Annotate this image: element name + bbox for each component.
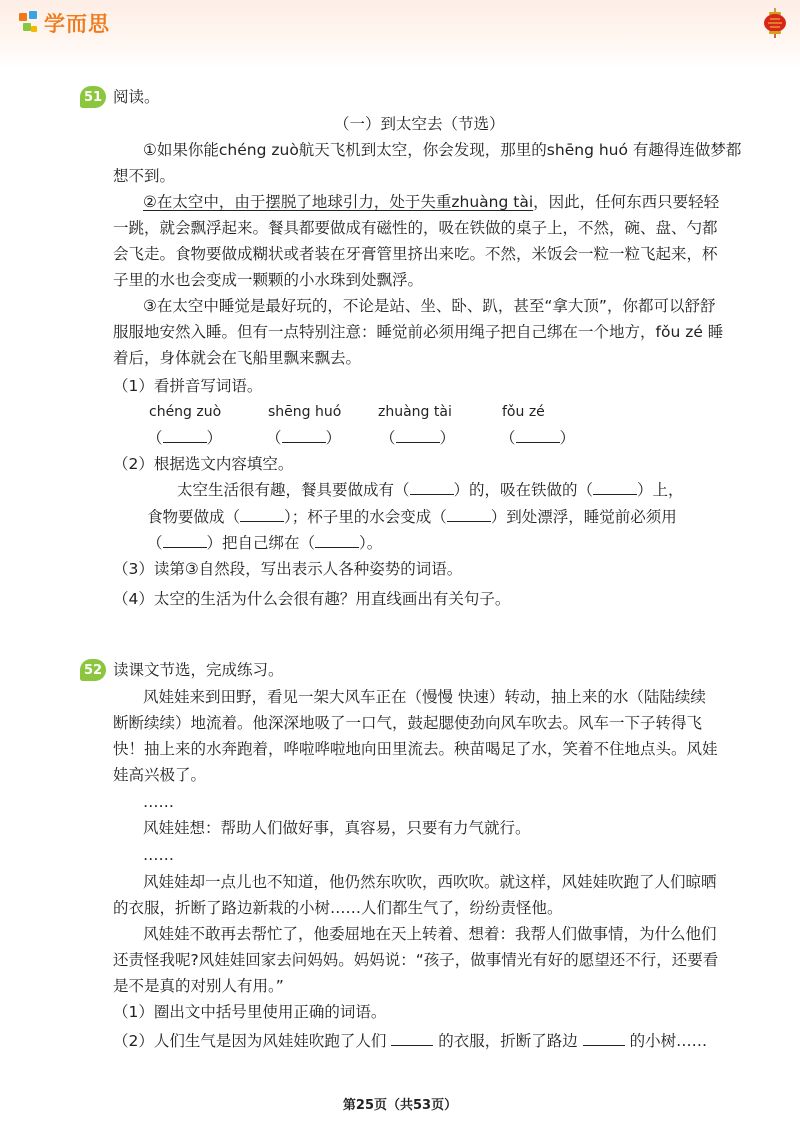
fill-line-1: 太空生活很有趣，餐具要做成有（ ）的，吸在铁做的（ ）上，: [177, 481, 684, 499]
q51-p3-line3: 着后，身体就会在飞船里飘来飘去。: [113, 349, 362, 367]
pinyin-1: chéng zuò: [149, 404, 222, 420]
question-number-51: 51: [80, 86, 106, 108]
q51-p2-line1: [143, 192, 719, 212]
q52-p2: 风娃娃想：帮助人们做好事，真容易，只要有力气就行。: [143, 819, 531, 837]
fill-blank[interactable]: [315, 547, 359, 548]
fill-blank[interactable]: [163, 547, 207, 548]
brand-logo: [18, 8, 110, 38]
fill-blank[interactable]: [583, 1045, 625, 1046]
fill-blank[interactable]: [240, 521, 284, 522]
q51-sub1: （1）看拼音写词语。: [113, 377, 263, 395]
fill-blank[interactable]: [410, 494, 454, 495]
q51-p1-line2: 想不到。: [113, 167, 176, 185]
q52-p4-line3: 是不是真的对别人有用。”: [113, 977, 284, 995]
pinyin-3: zhuàng tài: [378, 404, 452, 420]
q51-p1-line1: ①如果你能chéng zuò航天飞机到太空，你会发现，那里的shēng huó 有趣得连做梦都: [143, 141, 742, 159]
logo-icon: [18, 10, 40, 36]
q52-p1-line3: 快！抽上来的水奔跑着，哗啦哗啦地向田里流去。秧苗喝足了水，笑着不住地点头。风娃: [113, 740, 718, 758]
ellipsis-2: ……: [143, 846, 174, 864]
fill-blank[interactable]: [593, 494, 637, 495]
q52-p3-line1: 风娃娃却一点儿也不知道，他仍然东吹吹，西吹吹。就这样，风娃娃吹跑了人们晾晒: [143, 873, 717, 891]
pinyin-4: fǒu zé: [502, 404, 545, 420]
q52-intro: 读课文节选，完成练习。: [113, 661, 284, 679]
q51-p2-line1-rest: ，因此，任何东西只要轻轻: [533, 193, 720, 211]
q52-p3-line2: 的衣服，折断了路边新栽的小树……人们都生气了，纷纷责怪他。: [113, 899, 563, 917]
q51-p2-line4: 子里的水也会变成一颗颗的小水珠到处飘浮。: [113, 271, 424, 289]
q51-p3-line2: 服服地安然入睡。但有一点特别注意：睡觉前必须用绳子把自己绑在一个地方，fǒu zé 睡: [113, 323, 724, 341]
fill-line-3: （ ）把自己绑在（ ）。: [147, 534, 383, 552]
lantern-icon: [760, 8, 790, 38]
underlined-sentence: ②在太空中，由于摆脱了地球引力，处于失重zhuàng tài: [143, 193, 534, 211]
q51-sub3: （3）读第③自然段，写出表示人各种姿势的词语。: [113, 560, 463, 578]
ellipsis-1: ……: [143, 793, 174, 811]
question-number-52: 52: [80, 659, 106, 681]
q52-sub2: （2）人们生气是因为风娃娃吹跑了人们 的衣服，折断了路边 的小树……: [113, 1032, 708, 1050]
answer-blank-1[interactable]: （ ）: [147, 429, 223, 447]
q51-intro: 阅读。: [113, 88, 160, 106]
q52-p4-line2: 还责怪我呢?风娃娃回家去问妈妈。妈妈说：“孩子，做事情光有好的愿望还不行，还要看: [113, 951, 719, 969]
answer-blank-3[interactable]: （ ）: [380, 429, 456, 447]
q52-sub1: （1）圈出文中括号里使用正确的词语。: [113, 1003, 387, 1021]
brand-name: 学而思: [44, 12, 110, 36]
q52-p1-line2: 断断续续）地流着。他深深地吸了一口气，鼓起腮使劲向风车吹去。风车一下子转得飞: [113, 714, 703, 732]
fill-line-2: 食物要做成（ ）；杯子里的水会变成（ ）到处漂浮，睡觉前必须用: [147, 508, 677, 526]
fill-blank[interactable]: [447, 521, 491, 522]
q51-sub2: （2）根据选文内容填空。: [113, 455, 294, 473]
q52-p1-line4: 娃高兴极了。: [113, 766, 207, 784]
page-number: 第25页（共53页）: [342, 1098, 458, 1113]
fill-blank[interactable]: [391, 1045, 433, 1046]
q51-sub4: （4）太空的生活为什么会很有趣？用直线画出有关句子。: [113, 590, 511, 608]
q51-p2-line2: 一跳，就会飘浮起来。餐具都要做成有磁性的，吸在铁做的桌子上，不然，碗、盘、勺都: [113, 219, 718, 237]
page-header: [0, 0, 800, 70]
answer-blank-2[interactable]: （ ）: [266, 429, 342, 447]
answer-blank-4[interactable]: （ ）: [500, 429, 576, 447]
passage-title: （一）到太空去（节选）: [334, 115, 505, 133]
q51-p2-line3: 会飞走。食物要做成糊状或者装在牙膏管里挤出来吃。不然，米饭会一粒一粒飞起来，杯: [113, 245, 718, 263]
q52-p1-line1: 风娃娃来到田野，看见一架大风车正在（慢慢 快速）转动，抽上来的水（陆陆续续: [143, 688, 706, 706]
pinyin-2: shēng huó: [268, 404, 342, 420]
q52-p4-line1: 风娃娃不敢再去帮忙了，他委屈地在天上转着、想着：我帮人们做事情，为什么他们: [143, 925, 717, 943]
q51-p3-line1: ③在太空中睡觉是最好玩的，不论是站、坐、卧、趴，甚至“拿大顶”，你都可以舒舒: [143, 297, 716, 315]
